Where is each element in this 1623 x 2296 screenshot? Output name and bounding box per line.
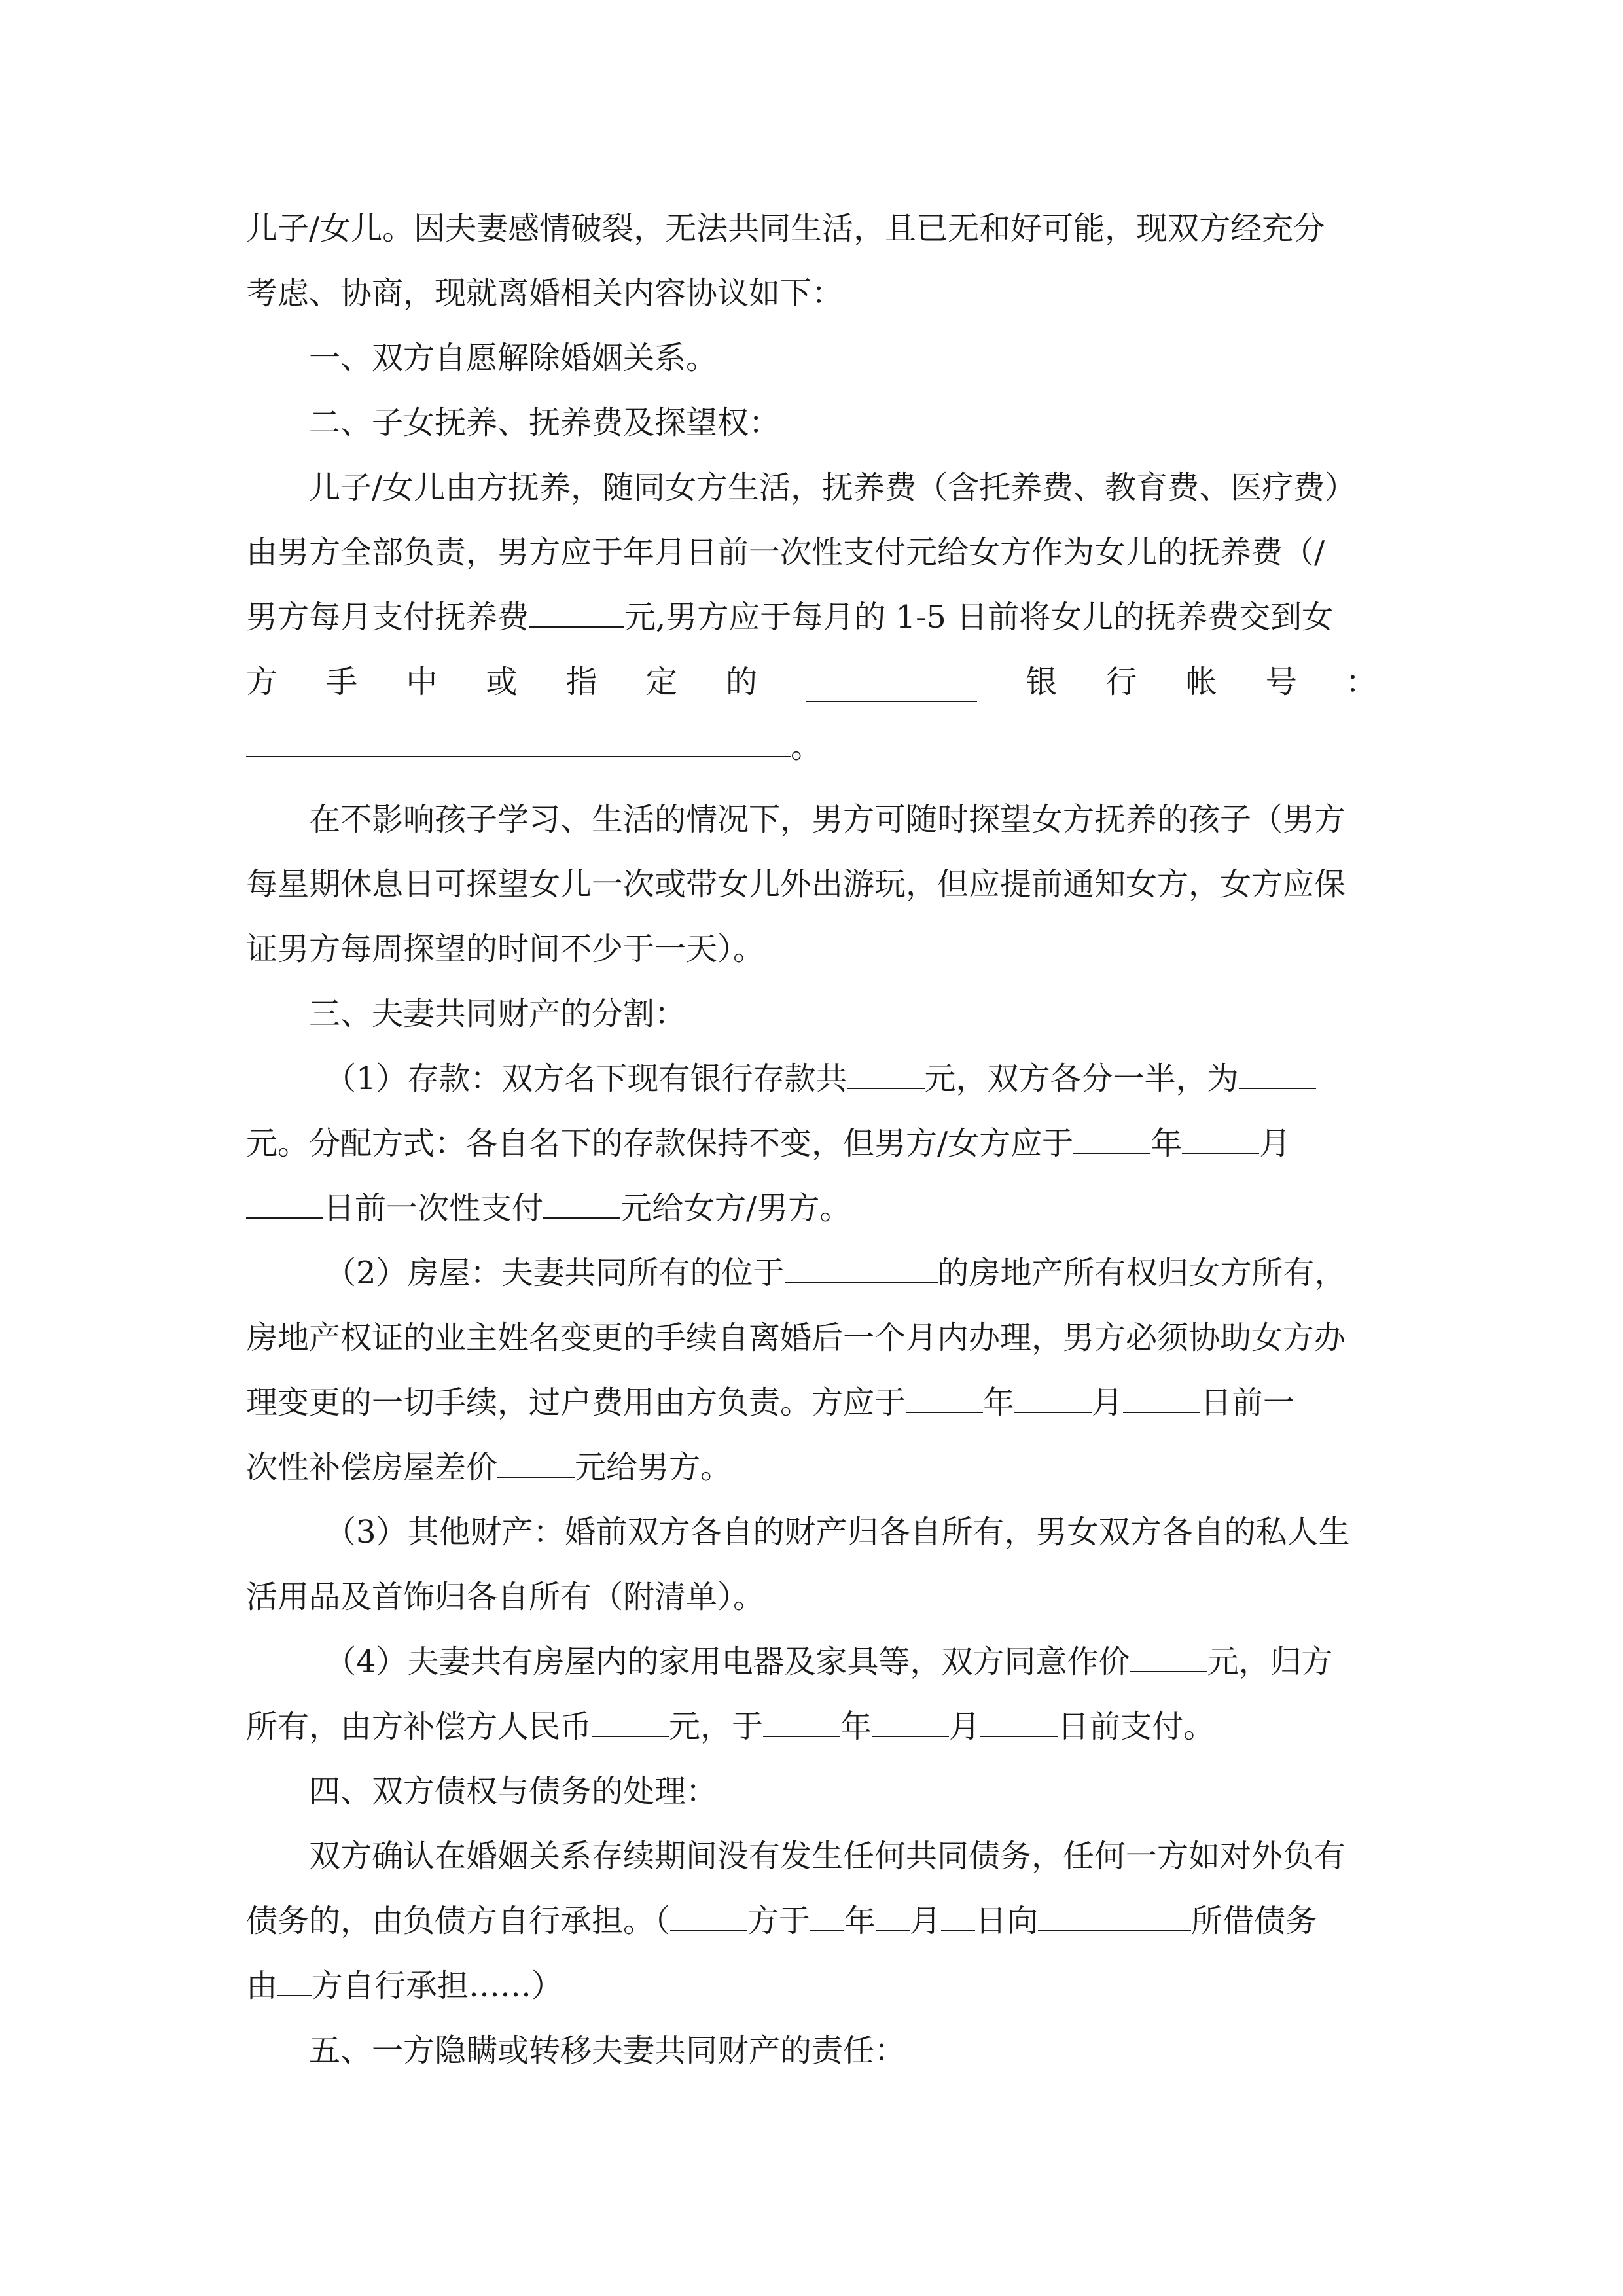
fill-blank[interactable] [246, 718, 791, 757]
paragraph-line [246, 1111, 1377, 1176]
fill-blank[interactable] [277, 1957, 312, 1996]
paragraph-line: 由男方全部负责，男方应于年月日前一次性支付元给女方作为女儿的抚养费（/ [246, 534, 1325, 571]
text-segment: 元给男方。 [575, 1449, 732, 1486]
fill-blank[interactable] [1014, 1374, 1092, 1413]
spaced-char: 定 [645, 664, 677, 700]
text-segment: 月 [949, 1708, 981, 1745]
text-segment: 日向 [975, 1903, 1039, 1939]
paragraph-line: 每星期休息日可探望女儿一次或带女儿外出游玩，但应提前通知女方，女方应保 [246, 866, 1346, 903]
fill-blank[interactable] [246, 1179, 323, 1219]
fill-blank[interactable] [1182, 1115, 1259, 1154]
paragraph-line: 活用品及首饰归各自所有（附清单）。 [246, 1579, 765, 1615]
fill-blank[interactable] [806, 663, 977, 702]
text-segment: 日前支付。 [1058, 1708, 1215, 1745]
paragraph-line [246, 1954, 1377, 2018]
text-segment: 债务的，由负债方自行承担。（ [246, 1903, 671, 1939]
text-segment: （2）房屋：夫妻共同所有的位于 [325, 1255, 785, 1291]
fill-blank[interactable] [876, 1892, 910, 1931]
text-segment: 元给女方/男方。 [620, 1190, 851, 1227]
paragraph-line [246, 1695, 1377, 1759]
text-segment: （4）夫妻共有房屋内的家用电器及家具等，双方同意作价 [325, 1643, 1130, 1680]
paragraph-line [246, 715, 1377, 780]
paragraph-line [246, 585, 1377, 650]
text-segment: 年 [1150, 1125, 1183, 1162]
text-segment: 理变更的一切手续，过户费用由方负责。方应于 [246, 1384, 906, 1421]
document-body [246, 196, 1377, 2083]
paragraph-line [246, 1371, 1377, 1435]
text-segment: （1）存款：双方名下现有银行存款共 [325, 1060, 847, 1097]
spaced-char: 行 [1105, 664, 1137, 700]
text-segment: 日前一 [1200, 1384, 1295, 1421]
paragraph-line [246, 1176, 1377, 1241]
paragraph-line: （3）其他财产：婚前双方各自的财产归各自所有，男女双方各自的私人生 [325, 1514, 1350, 1551]
fill-blank[interactable] [497, 1439, 575, 1478]
text-segment: 年 [983, 1384, 1015, 1421]
fill-blank[interactable] [670, 1892, 747, 1931]
text-segment: 方自行承担……） [312, 1967, 563, 2004]
text-segment: 日前一次性支付 [323, 1190, 544, 1227]
text-segment: 月 [1092, 1384, 1124, 1421]
spacer [246, 780, 1377, 787]
text-segment: 元。分配方式：各自名下的存款保持不变，但男方/女方应于 [246, 1125, 1074, 1162]
fill-blank[interactable] [980, 1698, 1058, 1737]
fill-blank[interactable] [763, 1698, 840, 1737]
text-segment: 由 [246, 1967, 278, 2004]
paragraph-line [246, 1047, 1377, 1111]
paragraph-line: 儿子/女儿。因夫妻感情破裂，无法共同生活，且已无和好可能，现双方经充分 [246, 210, 1325, 247]
fill-blank[interactable] [1130, 1633, 1207, 1672]
fill-blank[interactable] [906, 1374, 983, 1413]
fill-blank[interactable] [1239, 1050, 1316, 1089]
paragraph-line: 双方确认在婚姻关系存续期间没有发生任何共同债务，任何一方如对外负有 [309, 1838, 1346, 1874]
section-heading: 四、双方债权与债务的处理： [309, 1773, 718, 1810]
fill-blank[interactable] [810, 1892, 844, 1931]
text-segment: 所借债务 [1191, 1903, 1317, 1939]
fill-blank[interactable] [529, 588, 624, 628]
spaced-line [246, 650, 1377, 715]
text-segment: 元，归方 [1207, 1643, 1333, 1680]
text-segment: 年 [844, 1903, 876, 1939]
text-segment: 男方每月支付抚养费 [246, 599, 529, 636]
text-segment: 元,男方应于每月的 1-5 日前将女儿的抚养费交到女 [624, 599, 1334, 636]
text-segment: 方于 [747, 1903, 811, 1939]
spaced-char: 号 [1265, 664, 1297, 700]
fill-blank[interactable] [1123, 1374, 1200, 1413]
text-segment: 月 [910, 1903, 942, 1939]
fill-blank[interactable] [847, 1050, 925, 1089]
text-segment: 。 [791, 728, 823, 765]
text-segment: 次性补偿房屋差价 [246, 1449, 498, 1486]
spaced-char: 的 [725, 664, 757, 700]
spaced-char: ： [1345, 664, 1377, 700]
spaced-char: 方 [246, 664, 278, 700]
spaced-char: 银 [1026, 664, 1058, 700]
paragraph-line: 在不影响孩子学习、生活的情况下，男方可随时探望女方抚养的孩子（男方 [309, 801, 1346, 838]
section-heading: 一、双方自愿解除婚姻关系。 [309, 340, 718, 376]
fill-blank[interactable] [785, 1244, 938, 1283]
paragraph-line [246, 1889, 1377, 1954]
text-segment: 所有，由方补偿方人民币 [246, 1708, 592, 1745]
text-segment: 的房地产所有权归女方所有， [937, 1255, 1346, 1291]
fill-blank[interactable] [1073, 1115, 1150, 1154]
spaced-char: 帐 [1185, 664, 1217, 700]
paragraph-line [246, 1435, 1377, 1500]
fill-blank[interactable] [543, 1179, 620, 1219]
spaced-char: 指 [565, 664, 597, 700]
paragraph-line: 儿子/女儿由方抚养，随同女方生活，抚养费（含托养费、教育费、医疗费） [309, 469, 1357, 506]
fill-blank[interactable] [872, 1698, 949, 1737]
paragraph-line: 证男方每周探望的时间不少于一天）。 [246, 931, 765, 967]
text-segment: 元，于 [669, 1708, 764, 1745]
spaced-char: 或 [486, 664, 518, 700]
spaced-char: 手 [326, 664, 358, 700]
section-heading: 三、夫妻共同财产的分割： [309, 996, 687, 1032]
fill-blank[interactable] [592, 1698, 669, 1737]
paragraph-line [246, 1241, 1377, 1306]
paragraph-line: 房地产权证的业主姓名变更的手续自离婚后一个月内办理，男方必须协助女方办 [246, 1319, 1346, 1356]
paragraph-line: 考虑、协商，现就离婚相关内容协议如下： [246, 275, 844, 312]
fill-blank[interactable] [941, 1892, 975, 1931]
text-segment: 元，双方各分一半，为 [924, 1060, 1239, 1097]
text-segment: 月 [1259, 1125, 1291, 1162]
spaced-char: 中 [406, 664, 438, 700]
paragraph-line [246, 1630, 1377, 1695]
text-segment: 年 [840, 1708, 872, 1745]
section-heading: 五、一方隐瞒或转移夫妻共同财产的责任： [309, 2032, 906, 2069]
fill-blank[interactable] [1038, 1892, 1191, 1931]
section-heading: 二、子女抚养、抚养费及探望权： [309, 404, 781, 441]
